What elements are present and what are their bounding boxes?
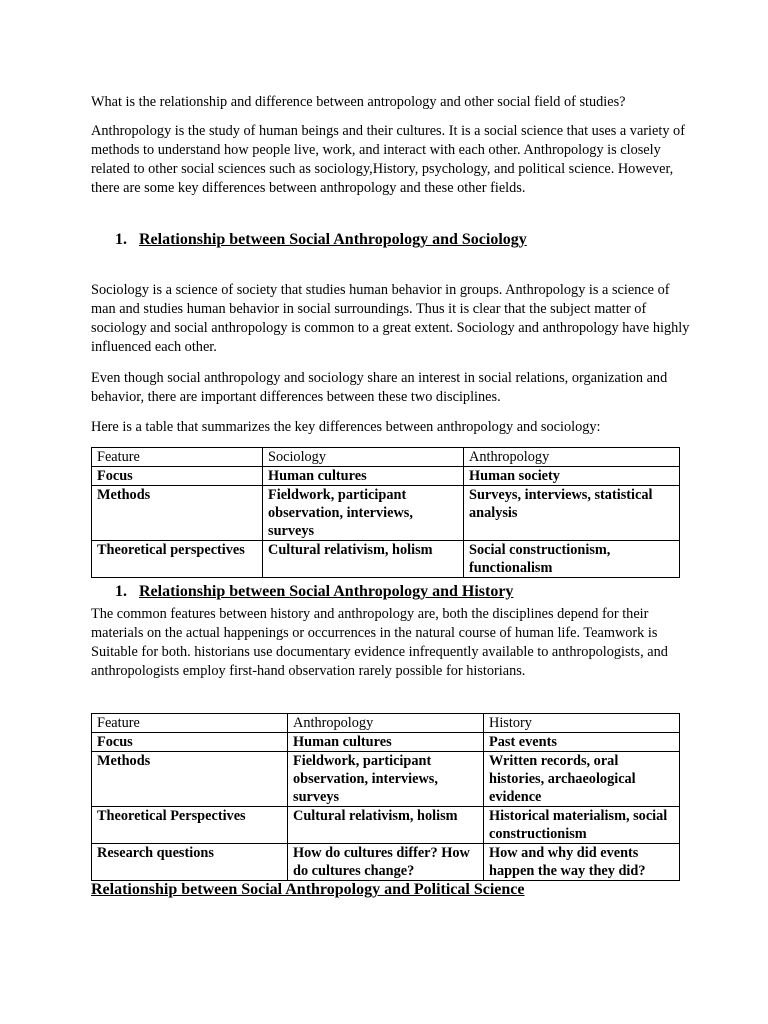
table-cell: Theoretical Perspectives	[92, 807, 288, 844]
table-row	[92, 733, 680, 752]
table-header-row	[92, 714, 680, 733]
table-cell: Cultural relativism, holism	[263, 541, 464, 578]
table-row	[92, 541, 680, 578]
table-row	[92, 467, 680, 486]
table-header-cell: Anthropology	[288, 714, 484, 733]
section1-title: Relationship between Social Anthropology and Sociology	[139, 231, 527, 248]
table-cell: Methods	[92, 486, 263, 541]
table-cell: Fieldwork, participant observation, interviews, surveys	[288, 752, 484, 807]
table-cell: Human society	[464, 467, 680, 486]
table-row	[92, 844, 680, 881]
table-header-row	[92, 448, 680, 467]
section1-number: 1.	[115, 231, 127, 248]
table-header-cell: Sociology	[263, 448, 464, 467]
section2-number: 1.	[115, 583, 127, 600]
section1-table-intro: Here is a table that summarizes the key differences between anthropology and sociology:	[91, 419, 601, 435]
table-cell: Cultural relativism, holism	[288, 807, 484, 844]
table-cell: Past events	[484, 733, 680, 752]
table-cell: Focus	[92, 467, 263, 486]
table-cell: How and why did events happen the way they did?	[484, 844, 680, 881]
table-cell: Methods	[92, 752, 288, 807]
intro-paragraph: Anthropology is the study of human beings and their cultures. It is a social science that uses a variety of methods to understand how people live, work, and interact with each other. Anthropology is closely related to other social sciences such as sociology,History, psychology, and political science. However, there are some key differences between anthropology and these other fields.	[91, 123, 685, 196]
table-header-cell: Feature	[92, 714, 288, 733]
sociology-comparison-table	[91, 447, 680, 578]
section1-paragraph-2: Even though social anthropology and sociology share an interest in social relations, organization and behavior, there are important differences between these two disciplines.	[91, 370, 668, 405]
table-cell: Research questions	[92, 844, 288, 881]
table-cell: Historical materialism, social constructionism	[484, 807, 680, 844]
section2-heading	[115, 583, 513, 601]
history-comparison-table	[91, 713, 680, 881]
section2-title: Relationship between Social Anthropology and History	[139, 583, 514, 600]
table-row	[92, 752, 680, 807]
section3-heading: Relationship between Social Anthropology and Political Science	[91, 881, 525, 898]
table-cell: Surveys, interviews, statistical analysis	[464, 486, 680, 541]
table-header-cell: Feature	[92, 448, 263, 467]
table-row	[92, 486, 680, 541]
table-header-cell: History	[484, 714, 680, 733]
table-cell: Human cultures	[263, 467, 464, 486]
table-row	[92, 807, 680, 844]
table-header-cell: Anthropology	[464, 448, 680, 467]
table-cell: Theoretical perspectives	[92, 541, 263, 578]
table-cell: How do cultures differ? How do cultures change?	[288, 844, 484, 881]
table-cell: Focus	[92, 733, 288, 752]
table-cell: Social constructionism, functionalism	[464, 541, 680, 578]
table-cell: Human cultures	[288, 733, 484, 752]
table-cell: Written records, oral histories, archaeological evidence	[484, 752, 680, 807]
table-cell: Fieldwork, participant observation, interviews, surveys	[263, 486, 464, 541]
section1-heading	[115, 231, 527, 249]
question-text: What is the relationship and difference between antropology and other social field of studies?	[91, 94, 626, 110]
section2-paragraph: The common features between history and anthropology are, both the disciplines depend for their materials on the actual happenings or occurrences in the natural course of human life. Teamwork is Suitable for both. historians use documentary evidence infrequently available to anthropologists, and anthropologists employ first-hand observation rarely possible for historians.	[91, 606, 668, 679]
section1-paragraph-1: Sociology is a science of society that studies human behavior in groups. Anthropology is a science of man and studies human behavior in social surroundings. Thus it is clear that the subject matter of sociology and social anthropology is common to a great extent. Sociology and anthropology have highly influenced each other.	[91, 282, 690, 355]
